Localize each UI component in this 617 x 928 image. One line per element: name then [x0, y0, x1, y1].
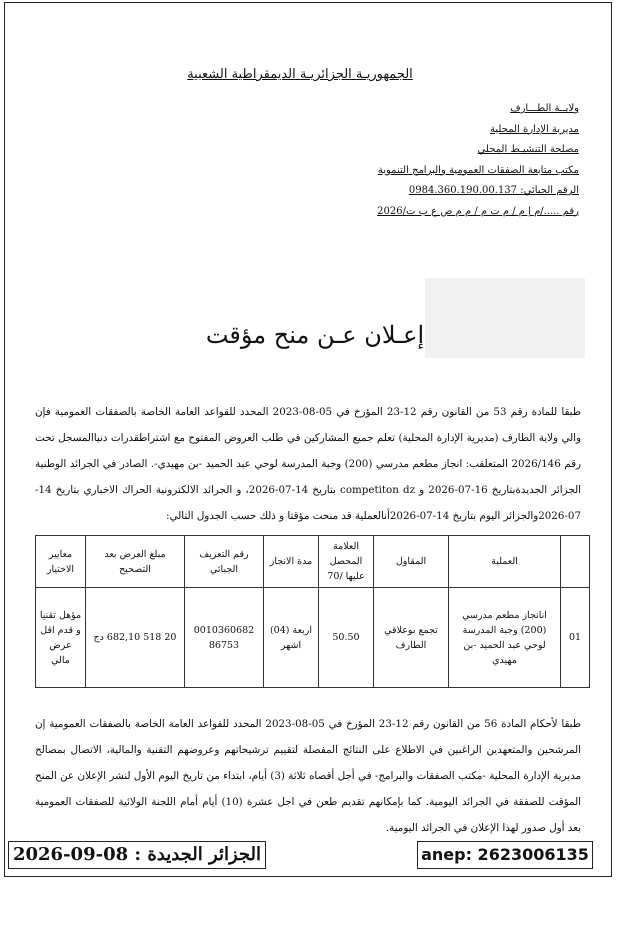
table-header-row	[36, 536, 590, 588]
table-header-cell: العملية	[449, 536, 561, 588]
wilaya-line: ولايــة الطـــارف	[510, 103, 579, 114]
table-cell: مؤهل تقنيا و قدم اقل عرض مالي	[36, 588, 86, 688]
service-line: مصلحة التنشيـط المحلي	[477, 144, 579, 155]
announcement-title: إعـلان عـن منح مؤقت	[205, 321, 425, 349]
award-table	[35, 535, 590, 688]
table-cell: انانجاز مطعم مدرسي (200) وجبة المدرسة لوحي عبد الحميد -بن مهيدي	[449, 588, 561, 688]
table-cell: اربعة (04) اشهر	[264, 588, 319, 688]
reference-line: رقم ...../م إ م / م ت م / م م ص ع ب ت/2026	[377, 205, 579, 217]
republic-heading: الجمهوريـة الجزائريـة الديمقراطية الشعبية	[187, 67, 413, 82]
table-header-cell	[561, 536, 590, 588]
anep-number-box: anep: 2623006135	[417, 841, 593, 869]
table-row	[36, 588, 590, 688]
table-cell: 01	[561, 588, 590, 688]
table-header-cell: العلامة المحصل عليها /70	[319, 536, 374, 588]
table-cell: تجمع بوعلاقي الطارف	[374, 588, 449, 688]
announcement-paragraph-1: طبقا للمادة رقم 53 من القانون رقم 12-23 المؤرخ في 05-08-2023 المحدد للقواعد العامة الخاصة بالصفقات العمومية فإن والي ولاية الطارف (مديرية الإدارة المحلية) تعلم جميع المشاركين في طلب العروض المفتوح مع اشتراطقدرات دنياالمسجل تحت رقم 2026/146 المتعلقب: انجاز مطعم مدرسي (200) وجبة المدرسة لوحي عبد الحميد -بن مهيدي-. الصادر في الجرائد الوطنية الجزائر الجديدةبتاريخ 16-07-2026 و competiton dz بتاريخ 14-07-2026، و الجرائد الالكترونية الحراك الاخباري بتاريخ 14-07-2026والجزائر اليوم بتاريخ 14-07-2026أنالعملية قد منحت مؤقتا و ذلك حسب الجدول التالي:	[35, 406, 581, 522]
table-cell: 0010360682 86753	[185, 588, 264, 688]
announcement-paragraph-2: طبقا لأحكام المادة 56 من القانون رقم 12-23 المؤرخ في 05-08-2023 المحدد للقواعد العامة الخاصة بالصفقات العمومية إن المرشحين والمتعهدين الراغبين في الاطلاع على النتائج المفصلة لتقييم ترشيحاتهم وعروضهم التقنية والمالية، الاتصال بمصالح مديرية الإدارة المحلية -مكتب الصفقات والبرامج- في أجل أقصاه ثلاثة (3) أيام، ابتداء من تاريخ اليوم الأول لنشر الإعلان عن المنح المؤقت للصفقة في الجرائد اليومية. كما بإمكانهم تقديم طعن في اجل عشرة (10) أيام أمام اللجنة الولائية للصفقات العمومية بعد أول صدور لهذا الإعلان في الجرائد اليومية.	[35, 718, 581, 834]
issuer-block	[319, 99, 579, 222]
office-line: مكتب متابعة الصفقات العمومية والبرامج التنموية	[377, 164, 579, 176]
fiscal-number-line: الرقم الجبائي: 0984.360.190.00.137	[408, 185, 579, 196]
table-cell: 20 518 682,10 دج	[86, 588, 185, 688]
table-header-cell: مدة الانجاز	[264, 536, 319, 588]
newspaper-date-box: الجزائر الجديدة : 08-09-2026	[8, 841, 266, 869]
table-header-cell: رقم التعريف الجبائي	[185, 536, 264, 588]
table-header-cell: المقاول	[374, 536, 449, 588]
table-cell: 50.50	[319, 588, 374, 688]
table-header-cell: مبلغ العرض بعد التصحيح	[86, 536, 185, 588]
table-header-cell: معايير الاختيار	[36, 536, 86, 588]
redacted-block	[425, 278, 585, 358]
directorate-line: مديرية الإدارة المحلية	[490, 123, 579, 135]
announcement-page	[4, 2, 612, 877]
